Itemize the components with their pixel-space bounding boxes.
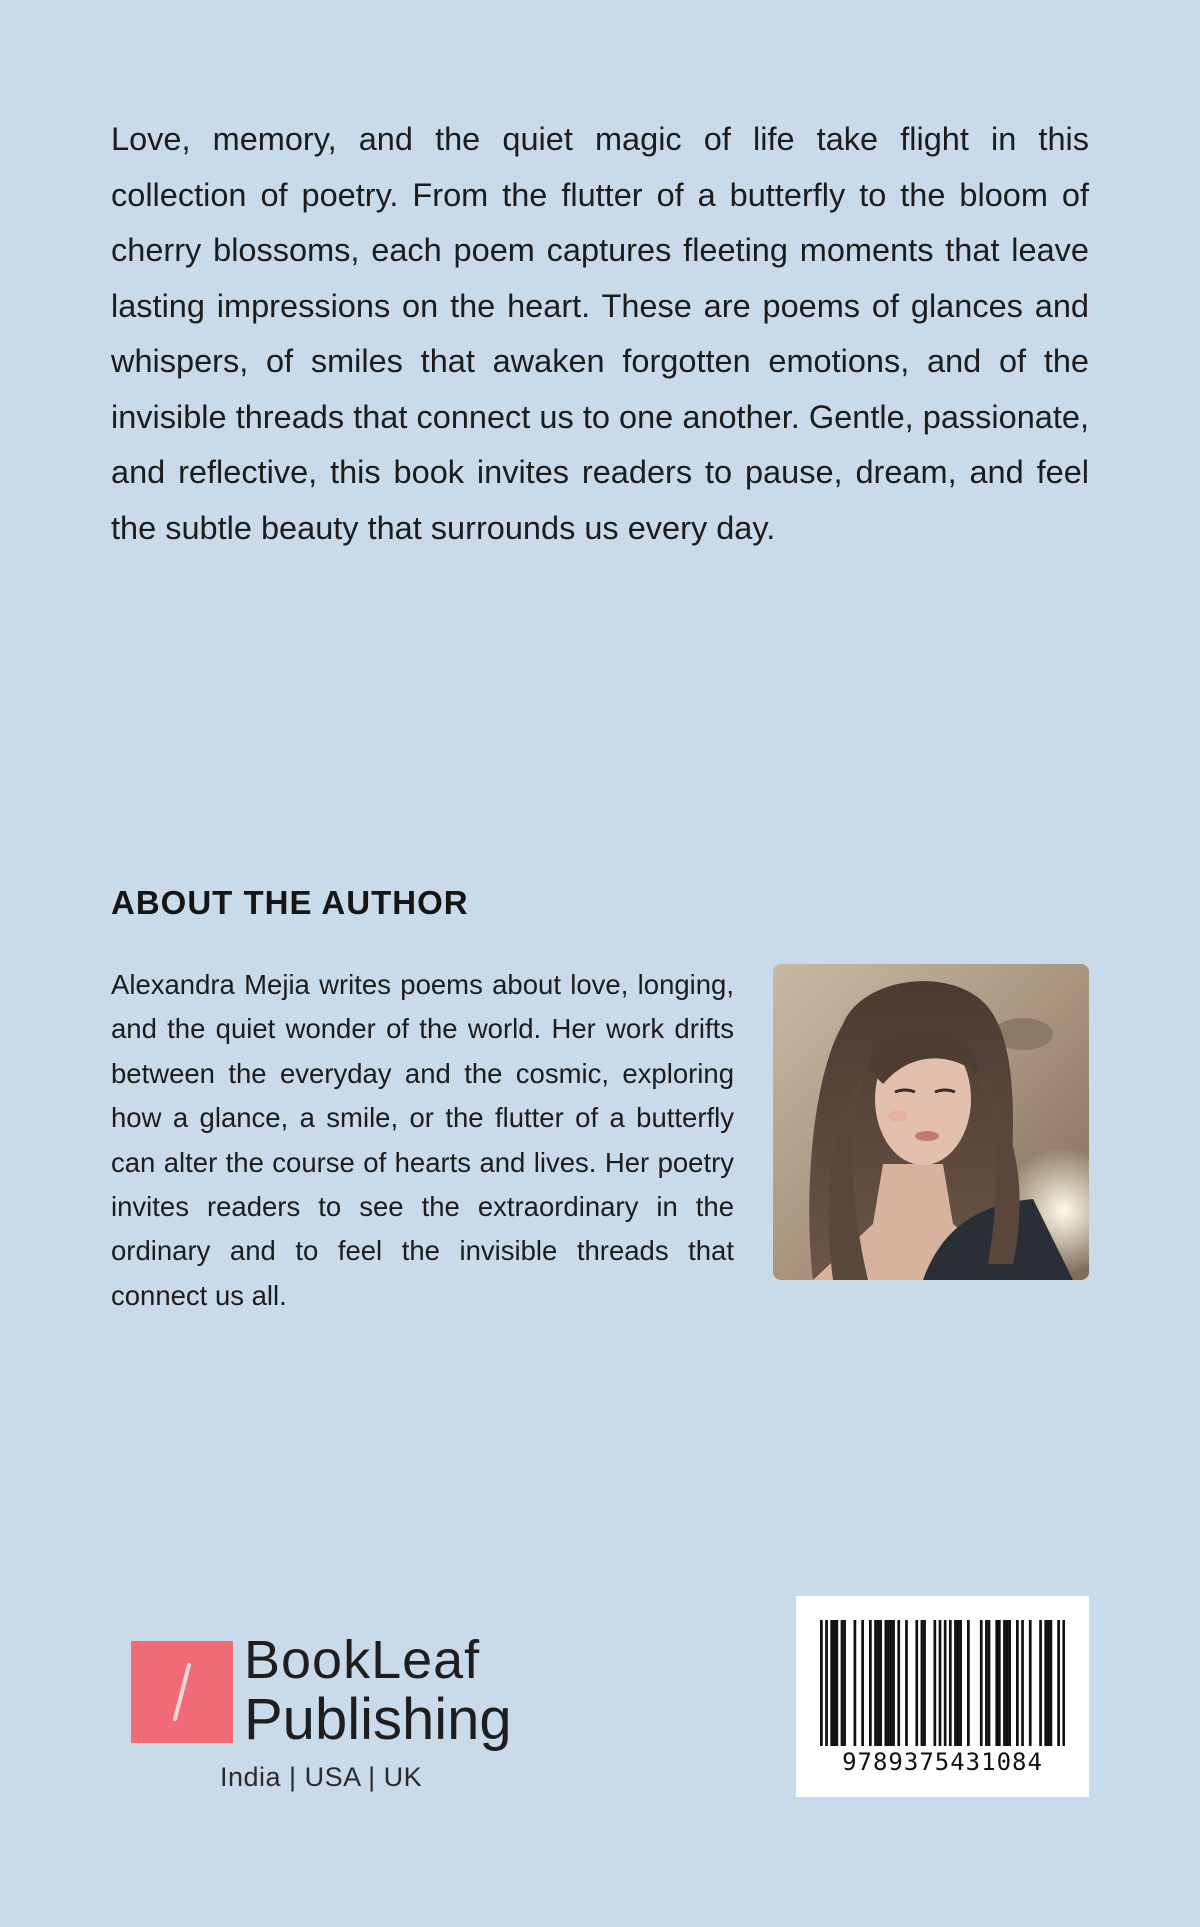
barcode-bar [854, 1620, 857, 1746]
barcode-bar [1021, 1620, 1024, 1746]
barcode-bar [1016, 1620, 1019, 1746]
book-blurb: Love, memory, and the quiet magic of life take flight in this collection of poetry. From the flutter of a butterfly to the bloom of cherry blossoms, each poem captures fleeting moments that leave lasting impressions on the heart. These are poems of glances and whispers, of smiles that awaken forgotten emotions, and of the invisible threads that connect us to one another. Gentle, passionate, and reflective, this book invites readers to pause, dream, and feel the subtle beauty that surrounds us every day. [111, 121, 1089, 546]
barcode-bar [843, 1620, 846, 1746]
barcode-bar [944, 1620, 947, 1746]
barcode-bar [933, 1620, 936, 1746]
barcode-bar [923, 1620, 926, 1746]
barcode-bar [820, 1620, 823, 1746]
barcode-bar [841, 1620, 844, 1746]
barcode-bar [998, 1620, 1001, 1746]
barcode-bar [921, 1620, 924, 1746]
isbn-barcode [796, 1596, 1089, 1797]
barcode-bar [1039, 1620, 1042, 1746]
barcode-bar [939, 1620, 942, 1746]
author-photo [773, 964, 1089, 1280]
publisher-name-line2: Publishing [244, 1687, 512, 1752]
barcode-bar [1008, 1620, 1011, 1746]
barcode-bar [915, 1620, 918, 1746]
about-author-heading: ABOUT THE AUTHOR [111, 884, 469, 921]
barcode-bar [1057, 1620, 1060, 1746]
barcode-bar [874, 1620, 877, 1746]
barcode-bar [1006, 1620, 1009, 1746]
isbn-number: 9789375431084 [842, 1748, 1043, 1776]
barcode-bar [890, 1620, 893, 1746]
barcode-bar [884, 1620, 887, 1746]
barcode-bar [833, 1620, 836, 1746]
barcode-bar [892, 1620, 895, 1746]
publisher-logo-icon [131, 1641, 233, 1743]
barcode-bar [1044, 1620, 1047, 1746]
barcode-bar [1050, 1620, 1053, 1746]
barcode-bar [897, 1620, 900, 1746]
barcode-bars [820, 1620, 1065, 1746]
barcode-bar [877, 1620, 880, 1746]
barcode-bar [825, 1620, 828, 1746]
barcode-bar [835, 1620, 838, 1746]
barcode-bar [830, 1620, 833, 1746]
barcode-bar [869, 1620, 872, 1746]
barcode-bar [967, 1620, 970, 1746]
publisher-regions: India | USA | UK [220, 1762, 423, 1792]
barcode-bar [985, 1620, 988, 1746]
barcode-bar [861, 1620, 864, 1746]
barcode-bar [1003, 1620, 1006, 1746]
publisher-name-line1: BookLeaf [244, 1630, 481, 1690]
barcode-bar [995, 1620, 998, 1746]
barcode-bar [959, 1620, 962, 1746]
barcode-bar [887, 1620, 890, 1746]
barcode-bar [905, 1620, 908, 1746]
barcode-bar [1029, 1620, 1032, 1746]
barcode-bar [957, 1620, 960, 1746]
barcode-bar [1047, 1620, 1050, 1746]
barcode-bar [879, 1620, 882, 1746]
barcode-bar [954, 1620, 957, 1746]
barcode-bar [1062, 1620, 1065, 1746]
author-bio: Alexandra Mejia writes poems about love, longing, and the quiet wonder of the world. Her work drifts between the everyday and the cosmic, exploring how a glance, a smile, or the flutter of a butterfly can alter the course of hearts and lives. Her poetry invites readers to see the extraordinary in the ordinary and to feel the invisible threads that connect us all. [111, 969, 734, 1311]
barcode-bar [980, 1620, 983, 1746]
barcode-bar [988, 1620, 991, 1746]
barcode-bar [949, 1620, 952, 1746]
